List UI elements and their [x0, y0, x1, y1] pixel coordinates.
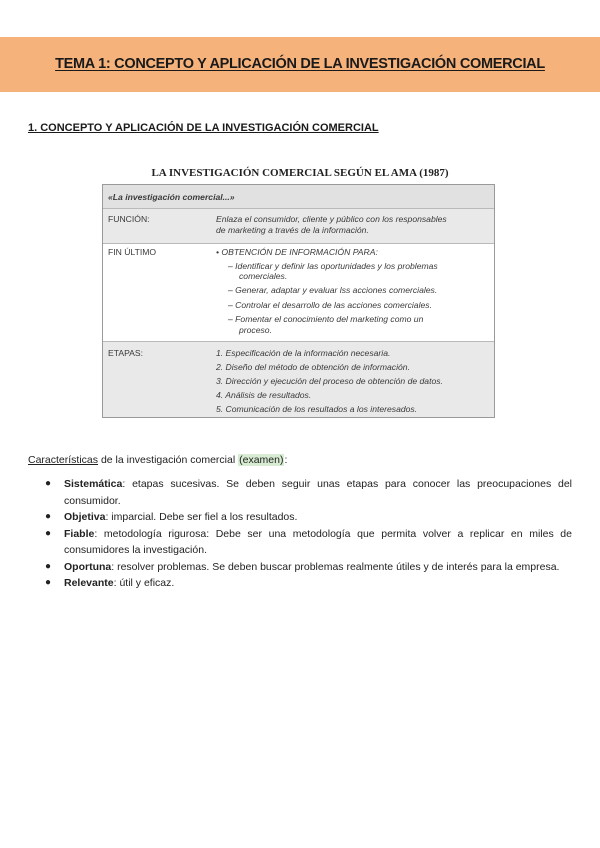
characteristics-intro: [28, 454, 287, 466]
funcion-row: [103, 209, 494, 244]
etapas-label: ETAPAS:: [108, 348, 144, 358]
characteristic-text: : resolver problemas. Se deben buscar problemas realmente útiles y de interés para la empresa.: [111, 560, 560, 573]
etapa-item: 5. Comunicación de los resultados a los interesados.: [216, 404, 418, 414]
bullet-icon: ●: [45, 577, 52, 588]
characteristics-link[interactable]: Características: [28, 454, 99, 466]
list-item: [28, 526, 572, 559]
characteristic-term: Fiable: [64, 527, 95, 540]
fin-ultimo-label: FIN ÚLTIMO: [108, 247, 157, 257]
etapa-item: 3. Dirección y ejecución del proceso de obtención de datos.: [216, 376, 443, 386]
fin-ultimo-item-cont: comerciales.: [239, 271, 288, 281]
fin-ultimo-item: – Generar, adaptar y evaluar lss acciones comerciales.: [228, 285, 438, 295]
fin-ultimo-heading: • OBTENCIÓN DE INFORMACIÓN PARA:: [216, 247, 378, 257]
list-item: [28, 476, 572, 509]
list-item: [28, 575, 572, 592]
characteristic-term: Objetiva: [64, 511, 106, 523]
bullet-icon: ●: [45, 527, 52, 539]
etapa-item: 2. Diseño del método de obtención de información.: [216, 362, 410, 372]
characteristic-term: Relevante: [64, 577, 114, 589]
exam-tag: (examen): [239, 454, 284, 466]
bullet-icon: ●: [45, 478, 52, 489]
characteristic-text: : imparcial. Debe ser fiel a los resultados.: [105, 511, 298, 523]
etapa-item: 1. Especificación de la información necesaria.: [216, 348, 391, 358]
etapas-row: [103, 342, 494, 417]
table-header-row: [103, 185, 494, 209]
characteristic-term: Oportuna: [64, 560, 112, 573]
fin-ultimo-item-cont: proceso.: [239, 325, 272, 335]
fin-ultimo-row: [103, 244, 494, 342]
funcion-line: de marketing a través de la información.: [216, 225, 369, 235]
bullet-icon: ●: [45, 560, 52, 572]
funcion-label: FUNCIÓN:: [108, 214, 150, 224]
characteristics-list: [28, 476, 572, 592]
page-title: TEMA 1: CONCEPTO Y APLICACIÓN DE LA INVESTIGACIÓN COMERCIAL: [55, 56, 545, 72]
section-heading: 1. CONCEPTO Y APLICACIÓN DE LA INVESTIGACIÓN COMERCIAL: [28, 122, 379, 134]
table-header-text: «La investigación comercial...»: [108, 192, 235, 202]
funcion-line: Enlaza el consumidor, cliente y público con los responsables: [216, 214, 447, 224]
list-item: [28, 559, 572, 576]
fin-ultimo-item: – Identificar y definir las oportunidades y los problemas: [228, 261, 438, 271]
fin-ultimo-item: – Controlar el desarrollo de las acciones comerciales.: [228, 300, 432, 310]
fin-ultimo-item: – Fomentar el conocimiento del marketing como un: [228, 314, 424, 324]
characteristic-text: : metodología rigurosa: Debe ser una metodología que permita volver a replicar en miles de consumidores la investigación.: [64, 527, 572, 556]
etapa-item: 4. Análisis de resultados.: [216, 390, 312, 400]
list-item: [28, 509, 572, 526]
ama-definition-table: [102, 184, 495, 418]
title-banner: [0, 37, 600, 92]
intro-text: de la investigación comercial: [98, 454, 239, 466]
characteristic-text: : etapas sucesivas. Se deben seguir unas etapas para conocer las preocupaciones del consumidor.: [64, 478, 572, 507]
characteristic-text: : útil y eficaz.: [113, 577, 175, 589]
intro-colon: :: [284, 454, 288, 466]
figure-title: LA INVESTIGACIÓN COMERCIAL SEGÚN EL AMA (1987): [151, 167, 449, 179]
bullet-icon: ●: [45, 511, 52, 522]
characteristic-term: Sistemática: [64, 478, 123, 490]
